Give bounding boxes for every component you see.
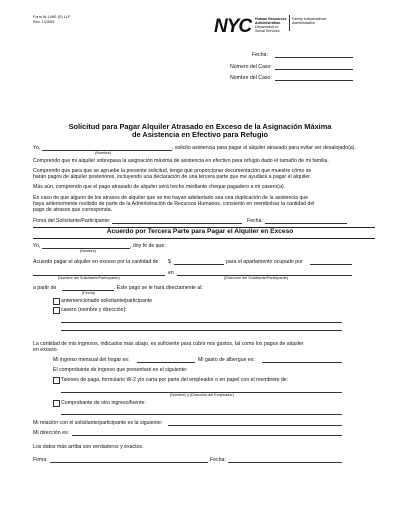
fecha-label: Fecha: xyxy=(252,52,268,58)
empleador-caption: (Nombre) y (Dirección del Empleador) xyxy=(170,393,234,397)
acuerdo-text-b: para el apartamento ocupado por xyxy=(226,259,303,265)
paragraph-2a: Comprendo que para que se apruebe la presente solicitud, tengo que proporcionar documentación que muestre cómo se xyxy=(33,168,312,174)
yo-2-label: Yo, xyxy=(33,243,41,249)
casero-line-1[interactable] xyxy=(61,322,342,323)
fia-block xyxy=(292,17,326,25)
header-divider xyxy=(289,15,290,31)
paragraph-1: Comprendo que mi alquiler sobrepasa la asignación máxima de asistencia en efectivo para refugio dado el tamaño de mi familia. xyxy=(33,158,329,164)
section-2-title: Acuerdo por Tercera Parte para Pagar el Alquiler en Exceso xyxy=(106,228,294,235)
nombre-caption: (Nombre) xyxy=(95,151,112,155)
checkbox-solicitante[interactable] xyxy=(53,298,60,305)
hra-line: Department of xyxy=(255,25,278,29)
nombre-caso-label: Nombre del Caso: xyxy=(230,75,272,81)
ingreso-mensual-field[interactable] xyxy=(137,362,195,363)
paragraph-3: Más aún, comprendo que el pago atrasado de alquiler será hecho mediante cheque pagadero a mi casero(a). xyxy=(33,184,286,190)
firma-field[interactable] xyxy=(50,462,208,463)
numero-caso-field[interactable] xyxy=(275,69,353,70)
en-label: en xyxy=(168,270,174,276)
gasto-albergue-label: Mi gasto de albergue es: xyxy=(198,357,255,363)
ingreso-mensual-label: Mi ingreso mensual del hogar es: xyxy=(53,357,130,363)
fecha-final-field[interactable] xyxy=(228,462,342,463)
form-title-line1: Solicitud para Pagar Alquiler Atrasado en Exceso de la Asignación Máxima xyxy=(68,122,332,131)
fecha-final-label: Fecha: xyxy=(210,457,226,463)
form-id: Form W-146E (S) LLF xyxy=(33,15,71,19)
otro-label: Comprobante de otro ingreso/fuente: xyxy=(61,400,146,406)
yo-statement: , solicito asistencia para pagar el alquiler atrasado para evitar ser desalojado(a). xyxy=(172,145,356,151)
partir-text: . Este pago se le hará directamente al: xyxy=(114,285,203,291)
comprobante-text: El comprobante de ingreso que presentaré es el siguiente: xyxy=(53,367,188,373)
firma-solicitante-label: Firma del Solicitante/Participante: xyxy=(33,218,111,224)
acuerdo-text-a: Acuerdo pagar el alquiler en exceso por la cantidad de xyxy=(33,259,159,265)
yo-label: Yo, xyxy=(33,145,41,151)
fia-line: Family Independence xyxy=(292,17,327,21)
relacion-field[interactable] xyxy=(168,425,342,426)
direccion-label: Mi dirección es: xyxy=(33,430,70,436)
firma-solicitante-field[interactable] xyxy=(112,223,242,224)
fia-line: Administration xyxy=(292,21,315,25)
paragraph-4c: pago de atrasos que corresponda. xyxy=(33,207,113,213)
paragraph-4a: En caso de que alguno de los atrasos de alquiler que se me hayan adelantado sea una duplicación de la asistencia que xyxy=(33,195,309,201)
fecha-solicitante-field[interactable] xyxy=(265,223,347,224)
hra-line: Administration xyxy=(255,21,281,25)
nombre-2-caption: (Nombre) xyxy=(80,249,97,253)
checkbox-otro[interactable] xyxy=(53,400,60,407)
gasto-albergue-field[interactable] xyxy=(262,362,342,363)
fecha-field[interactable] xyxy=(275,57,353,58)
firma-label: Firma: xyxy=(33,457,48,463)
nombre-caso-field[interactable] xyxy=(275,80,353,81)
checkbox-talones[interactable] xyxy=(53,377,60,384)
relacion-label: Mi relación con el solicitante/participante es la siguiente: xyxy=(33,420,163,426)
revision-date: Rev. 12/3/09 xyxy=(33,20,55,24)
paragraph-2b: harán pagos de alquiler posteriores, incluyendo una declaración de una tercera parte que me ayudará a pagar el alquiler. xyxy=(33,174,312,180)
hra-line: Human Resources xyxy=(255,17,287,21)
nyc-logo: NYC xyxy=(214,16,252,37)
direccion-field[interactable] xyxy=(72,435,342,436)
opt-solicitante-label: antemencionado solicitante/participante xyxy=(61,298,153,304)
amount-field[interactable] xyxy=(174,264,224,265)
paragraph-4b: haya anteriormente recibido de parte de la Administración de Recursos Humanos, consiento en reembolsar la cantidad del xyxy=(33,201,315,207)
partir-label: a partir de xyxy=(33,285,57,291)
hra-line: Social Services xyxy=(255,29,280,33)
dollar-sign: $ xyxy=(168,259,171,265)
opt-casero-label: casero (nombre y dirección): xyxy=(61,307,127,313)
form-title-line2: de Asistencia en Efectivo para Refugio xyxy=(131,130,269,139)
occupant-field[interactable] xyxy=(310,264,352,265)
numero-caso-label: Número del Caso: xyxy=(230,64,272,70)
casero-line-2[interactable] xyxy=(61,330,342,331)
income-text-a: La cantidad de mis ingresos, indicados más abajo, es suficiente para cubrir mis gastos, tal como los pagos de alquiler xyxy=(33,341,304,347)
verdaderos-text: Los datos más arriba son verdaderos y exactos. xyxy=(33,444,144,450)
checkbox-casero[interactable] xyxy=(53,307,60,314)
otro-field[interactable] xyxy=(61,414,342,415)
hra-block xyxy=(255,17,287,33)
fecha-solicitante-label: Fecha: xyxy=(247,218,263,224)
income-text-b: en exceso. xyxy=(33,347,59,353)
talones-label: Talones de paga, formulario W-2 y/o carta por parte del empleador o en papel con el membrete de: xyxy=(61,377,289,383)
doy-fe-text: , doy fe de que: xyxy=(130,243,166,249)
solicitante-caption: (Nombre del Solicitante/Participante) xyxy=(58,276,120,280)
fecha-caption: (Fecha) xyxy=(82,291,96,295)
direccion-caption: (Dirección del Solicitante/Participante) xyxy=(224,276,289,280)
